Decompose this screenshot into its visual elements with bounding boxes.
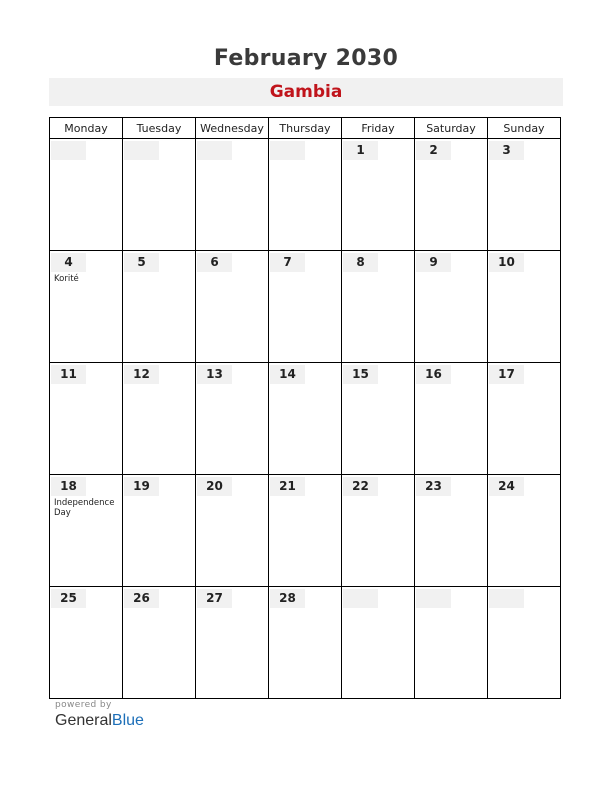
weekday-header: Monday — [50, 118, 123, 139]
calendar-day-cell[interactable] — [488, 587, 561, 699]
day-number: 28 — [270, 589, 305, 608]
calendar-day-cell[interactable] — [342, 139, 415, 251]
day-number: 6 — [197, 253, 232, 272]
weekday-header: Friday — [342, 118, 415, 139]
calendar-day-cell[interactable] — [488, 363, 561, 475]
calendar-grid — [49, 117, 561, 699]
generalblue-logo[interactable] — [55, 712, 144, 730]
day-number — [124, 141, 159, 160]
brand-footer — [55, 700, 144, 730]
day-number: 5 — [124, 253, 159, 272]
calendar-day-cell[interactable] — [415, 251, 488, 363]
weekday-header: Tuesday — [123, 118, 196, 139]
day-number: 1 — [343, 141, 378, 160]
weekday-header: Wednesday — [196, 118, 269, 139]
calendar-day-cell[interactable] — [50, 475, 123, 587]
calendar-day-cell[interactable] — [488, 251, 561, 363]
calendar-day-cell[interactable] — [342, 475, 415, 587]
calendar-day-cell[interactable] — [269, 475, 342, 587]
country-banner — [49, 78, 563, 106]
calendar-day-cell[interactable] — [50, 587, 123, 699]
logo-part-general: General — [55, 712, 112, 729]
calendar-day-cell[interactable] — [269, 363, 342, 475]
weekday-header: Thursday — [269, 118, 342, 139]
calendar-day-cell[interactable] — [269, 139, 342, 251]
calendar-day-cell[interactable] — [415, 475, 488, 587]
day-number: 13 — [197, 365, 232, 384]
calendar-day-cell[interactable] — [415, 139, 488, 251]
calendar-day-cell[interactable] — [342, 363, 415, 475]
calendar-week-row — [50, 475, 561, 587]
day-number: 8 — [343, 253, 378, 272]
calendar-day-cell[interactable] — [50, 363, 123, 475]
day-number: 19 — [124, 477, 159, 496]
calendar-week-row — [50, 251, 561, 363]
calendar-day-cell[interactable] — [269, 587, 342, 699]
calendar-day-cell[interactable] — [123, 363, 196, 475]
day-number — [343, 589, 378, 608]
calendar-day-cell[interactable] — [123, 475, 196, 587]
calendar-day-cell[interactable] — [488, 475, 561, 587]
day-number: 10 — [489, 253, 524, 272]
calendar-day-cell[interactable] — [50, 251, 123, 363]
calendar-week-row — [50, 587, 561, 699]
day-number: 24 — [489, 477, 524, 496]
day-number — [489, 589, 524, 608]
day-number: 22 — [343, 477, 378, 496]
day-number: 26 — [124, 589, 159, 608]
calendar-day-cell[interactable] — [488, 139, 561, 251]
calendar-day-cell[interactable] — [196, 251, 269, 363]
calendar-day-cell[interactable] — [269, 251, 342, 363]
calendar-week-row — [50, 363, 561, 475]
calendar-day-cell[interactable] — [415, 587, 488, 699]
holiday-label: Independence Day — [54, 498, 115, 518]
day-number: 18 — [51, 477, 86, 496]
country-name: Gambia — [269, 82, 343, 102]
day-number: 2 — [416, 141, 451, 160]
calendar-day-cell[interactable] — [123, 251, 196, 363]
weekday-header: Sunday — [488, 118, 561, 139]
day-number: 16 — [416, 365, 451, 384]
day-number: 17 — [489, 365, 524, 384]
logo-part-blue: Blue — [111, 712, 144, 729]
day-number: 14 — [270, 365, 305, 384]
day-number: 11 — [51, 365, 86, 384]
weekday-header-row — [50, 118, 561, 139]
calendar-day-cell[interactable] — [196, 139, 269, 251]
calendar-day-cell[interactable] — [342, 587, 415, 699]
day-number — [51, 141, 86, 160]
calendar-title: February 2030 — [213, 46, 399, 71]
weekday-header: Saturday — [415, 118, 488, 139]
day-number: 15 — [343, 365, 378, 384]
day-number — [270, 141, 305, 160]
calendar-day-cell[interactable] — [123, 139, 196, 251]
day-number: 21 — [270, 477, 305, 496]
day-number: 25 — [51, 589, 86, 608]
day-number: 23 — [416, 477, 451, 496]
day-number: 12 — [124, 365, 159, 384]
calendar-day-cell[interactable] — [415, 363, 488, 475]
calendar-day-cell[interactable] — [342, 251, 415, 363]
day-number: 27 — [197, 589, 232, 608]
day-number — [197, 141, 232, 160]
calendar-day-cell[interactable] — [50, 139, 123, 251]
powered-by-text: powered by — [55, 700, 112, 710]
day-number — [416, 589, 451, 608]
day-number: 9 — [416, 253, 451, 272]
day-number: 3 — [489, 141, 524, 160]
day-number: 7 — [270, 253, 305, 272]
calendar-week-row — [50, 139, 561, 251]
calendar-day-cell[interactable] — [123, 587, 196, 699]
calendar-day-cell[interactable] — [196, 475, 269, 587]
day-number: 20 — [197, 477, 232, 496]
calendar-day-cell[interactable] — [196, 587, 269, 699]
calendar-day-cell[interactable] — [196, 363, 269, 475]
day-number: 4 — [51, 253, 86, 272]
holiday-label: Korité — [54, 274, 79, 284]
